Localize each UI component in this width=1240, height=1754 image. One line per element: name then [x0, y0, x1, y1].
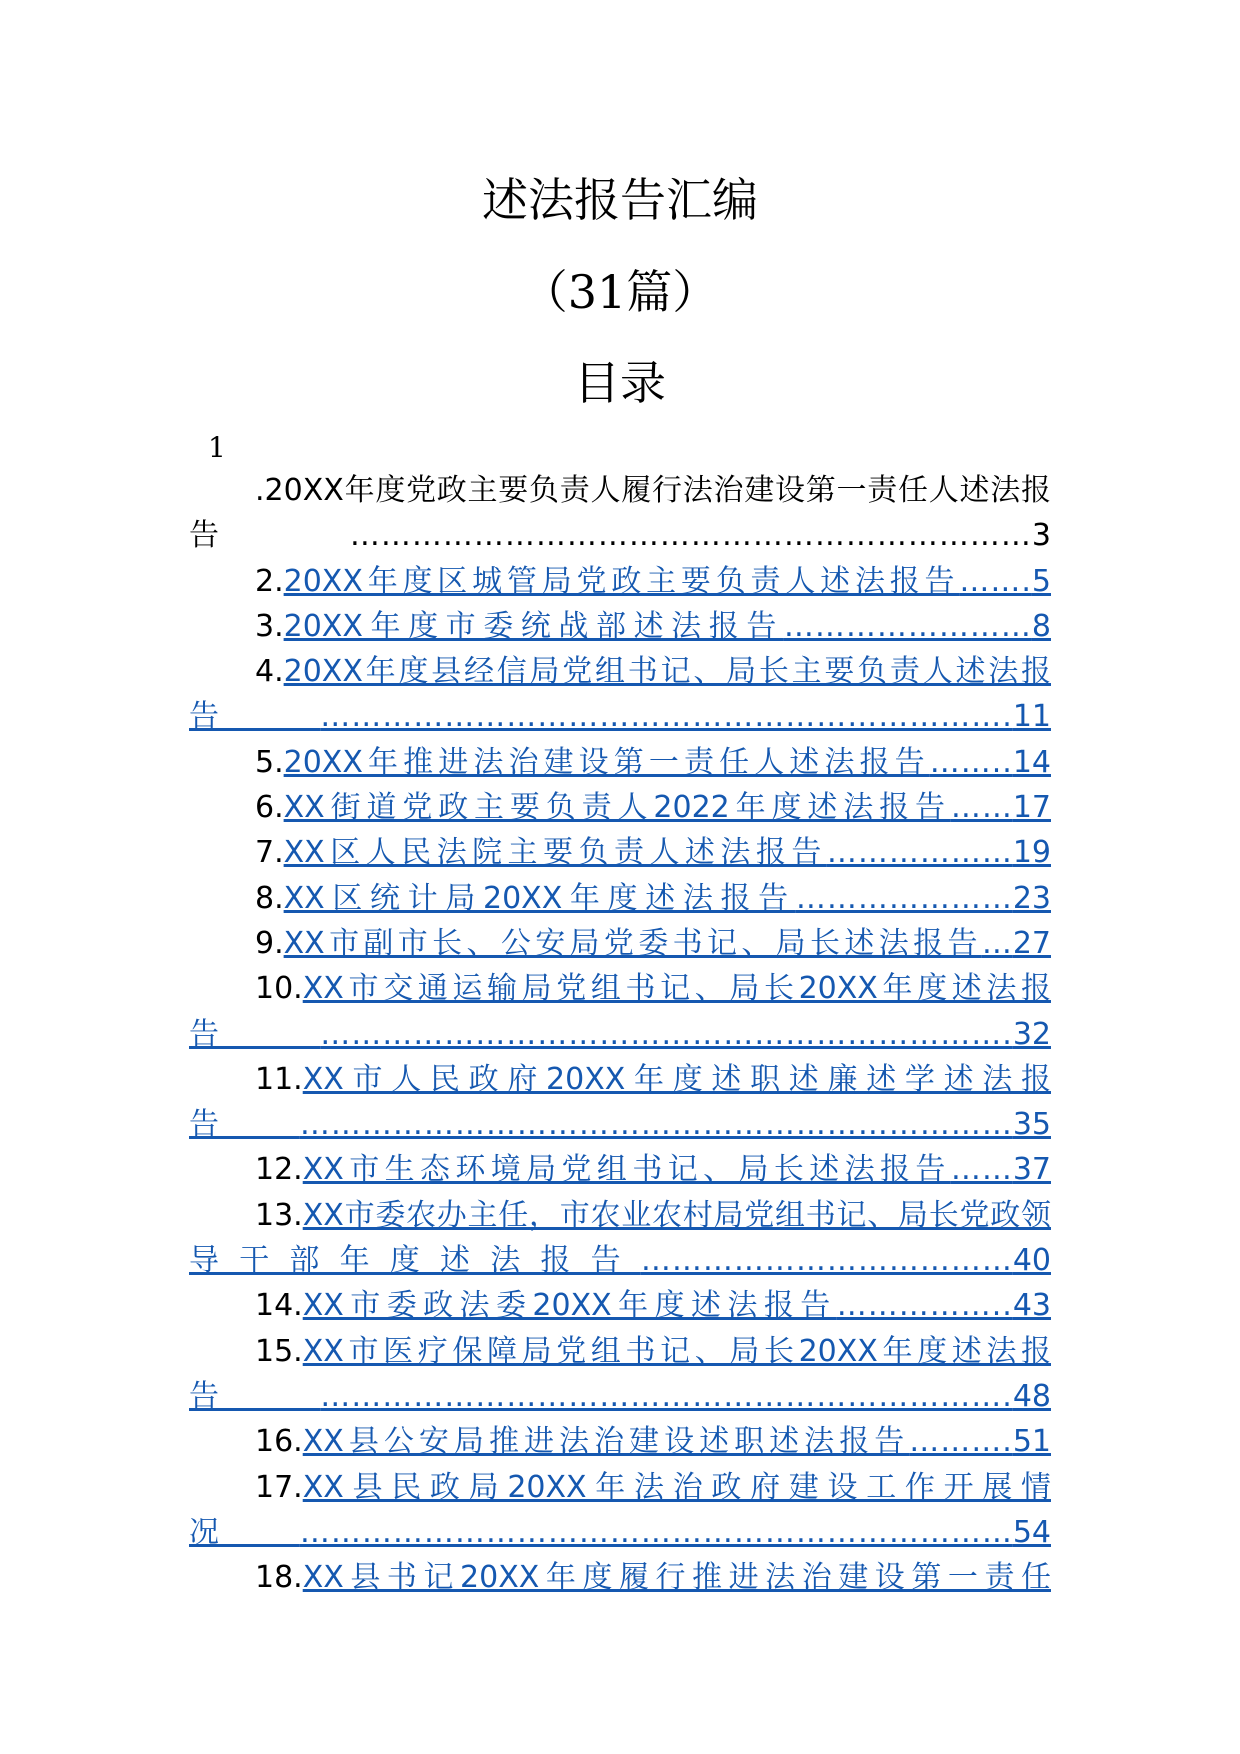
- toc-entry-page: 11: [1012, 699, 1051, 735]
- toc-entry-title: XX县书记20XX年度履行推进法治建设第一责任: [302, 1560, 1051, 1596]
- toc-entry-leader: ……: [950, 790, 1013, 826]
- toc-entry-page: 48: [1012, 1378, 1051, 1414]
- toc-entry-number: 15.: [255, 1333, 303, 1369]
- toc-entry-leader: ……………………………………………………………: [299, 1107, 1013, 1143]
- toc-entry-link[interactable]: [284, 745, 1051, 780]
- toc-entry-leader: ………………: [826, 835, 1013, 871]
- toc-entry-number: 6.: [255, 790, 284, 826]
- toc-entry[interactable]: [189, 604, 1051, 649]
- toc-entry-title: XX市医疗保障局党组书记、局长20XX年度述法报告: [189, 1333, 1051, 1414]
- toc-entry-link[interactable]: [189, 971, 1051, 1051]
- toc-entry[interactable]: [189, 1057, 1051, 1148]
- toc-entry-link[interactable]: [284, 926, 1051, 961]
- toc-entry[interactable]: [189, 1329, 1051, 1420]
- toc-entry-title: 20XX年推进法治建设第一责任人述法报告: [283, 744, 930, 780]
- toc-entry[interactable]: [189, 1147, 1051, 1192]
- toc-entry-link[interactable]: [303, 1288, 1051, 1323]
- toc-entry-number: 7.: [255, 835, 284, 871]
- toc-entry-number: 8.: [255, 880, 284, 916]
- toc-entry-page: 40: [1012, 1243, 1051, 1279]
- toc-entry-title: 20XX年度区城管局党政主要负责人述法报告: [283, 563, 960, 599]
- toc-entry-number: 5.: [255, 744, 284, 780]
- toc-entry-link[interactable]: [284, 564, 1051, 599]
- toc-entry-number: .: [255, 473, 265, 508]
- toc-entry-title: XX县民政局20XX年法治政府建设工作开展情况: [189, 1469, 1051, 1550]
- toc-entry[interactable]: [189, 740, 1051, 785]
- toc-entry-number: 4.: [255, 654, 284, 690]
- toc-entry-leader: ……….: [909, 1424, 1013, 1460]
- toc-entry[interactable]: [189, 1193, 1051, 1284]
- toc-entry-title: 20XX年度党政主要负责人履行法治建设第一责任人述法报告: [189, 473, 1051, 554]
- toc-entry-page: 19: [1012, 835, 1051, 871]
- toc-entry-page: 37: [1012, 1152, 1051, 1188]
- toc-entry-page: 5: [1031, 563, 1051, 599]
- toc-entry-leader: ……………………………………………………………: [299, 1514, 1013, 1550]
- toc-entry[interactable]: [189, 921, 1051, 966]
- toc-entry-page: 3: [1031, 518, 1051, 554]
- toc-entry-number: 11.: [255, 1061, 303, 1097]
- toc-entry-number: 9.: [255, 925, 284, 961]
- toc-entry-number: 18.: [255, 1560, 303, 1596]
- toc-entry-page: 23: [1012, 880, 1051, 916]
- toc-entry-leader: …………………………………………………………: [349, 518, 1032, 554]
- toc-entry-page: 54: [1012, 1514, 1051, 1550]
- toc-entry-page: 43: [1012, 1288, 1051, 1324]
- toc-entry-leader: …………………: [795, 880, 1013, 916]
- toc-entry-title: XX市委农办主任，市农业农村局党组书记、局长党政领导干部年度述法报告: [189, 1197, 1051, 1279]
- toc-entry-title: XX市人民政府20XX年度述职述廉述学述法报告: [189, 1061, 1051, 1143]
- toc-entry-leader: ……………………: [783, 608, 1032, 644]
- toc-entry-link[interactable]: [284, 835, 1051, 870]
- toc-entry-leader: ……..: [929, 744, 1013, 780]
- toc-entry-page: 35: [1012, 1107, 1051, 1143]
- toc-entry-link[interactable]: [284, 790, 1051, 825]
- toc-entry-link[interactable]: [189, 1062, 1051, 1142]
- toc-entry-number: 13.: [255, 1197, 303, 1233]
- document-subtitle: （31篇）: [521, 265, 719, 319]
- toc-entry-number: 10.: [255, 971, 303, 1007]
- toc-entry-leader: ………………………………………………………….: [320, 699, 1013, 735]
- toc-entry-link[interactable]: [303, 1560, 1051, 1595]
- toc-entry[interactable]: [189, 830, 1051, 875]
- toc-entry-number: 2.: [255, 563, 284, 599]
- toc-entry-page: 17: [1012, 790, 1051, 826]
- toc-entry-link[interactable]: [303, 1152, 1051, 1187]
- stray-number: 1: [208, 431, 226, 464]
- toc-entry[interactable]: [189, 1555, 1051, 1600]
- toc-entry-page: 32: [1012, 1016, 1051, 1052]
- toc-entry-leader: ………………………………: [640, 1243, 1013, 1279]
- toc-entry-page: 8: [1031, 608, 1051, 644]
- toc-entry[interactable]: [189, 649, 1051, 740]
- toc-entry-number: 14.: [255, 1288, 303, 1324]
- toc-entry-link[interactable]: [303, 1424, 1051, 1459]
- toc-entry-number: 3.: [255, 608, 284, 644]
- toc-entry-leader: …….: [959, 563, 1032, 599]
- toc-entry-link[interactable]: [189, 1334, 1051, 1414]
- toc-entry-title: 20XX年度市委统战部述法报告: [283, 608, 784, 644]
- toc-entry-title: XX街道党政主要负责人2022年度述法报告: [283, 790, 951, 826]
- toc-entry: [189, 468, 1051, 559]
- toc-entry[interactable]: [189, 1283, 1051, 1328]
- toc-entry-link[interactable]: [284, 609, 1051, 644]
- toc-entry-link[interactable]: [189, 654, 1051, 734]
- toc-entry[interactable]: [189, 1419, 1051, 1464]
- toc-entry[interactable]: [189, 1465, 1051, 1556]
- toc-entry-page: 14: [1012, 744, 1051, 780]
- toc-entry-title: XX市交通运输局党组书记、局长20XX年度述法报告: [189, 971, 1051, 1052]
- toc-entry-leader: ………………………………………………………….: [320, 1016, 1013, 1052]
- toc-entry-page: 51: [1012, 1424, 1051, 1460]
- toc-entry-link[interactable]: [284, 881, 1051, 916]
- toc-entry[interactable]: [189, 785, 1051, 830]
- toc-entry-title: XX区统计局20XX年度述法报告: [283, 880, 796, 916]
- toc-entry-number: 12.: [255, 1152, 303, 1188]
- toc-entry-link[interactable]: [189, 1198, 1051, 1278]
- toc-heading: 目录: [574, 356, 666, 410]
- document-title: 述法报告汇编: [482, 173, 758, 227]
- toc-entry-leader: …: [981, 925, 1013, 961]
- toc-entry-leader: ………………………………………………………….: [320, 1378, 1013, 1414]
- toc-entry[interactable]: [189, 966, 1051, 1057]
- toc-entry-title: XX市副市长、公安局党委书记、局长述法报告: [283, 925, 982, 961]
- toc-entry-leader: ……: [950, 1152, 1013, 1188]
- toc-entry-title: XX县公安局推进法治建设述职述法报告: [302, 1424, 910, 1460]
- toc-entry-link: [189, 473, 1051, 553]
- toc-entry-number: 17.: [255, 1469, 303, 1505]
- toc-entry-title: XX市委政法委20XX年度述法报告: [302, 1288, 837, 1324]
- toc-entry[interactable]: [189, 559, 1051, 604]
- toc-entry[interactable]: [189, 876, 1051, 921]
- toc-entry-page: 27: [1012, 925, 1051, 961]
- toc-entry-title: XX市生态环境局党组书记、局长述法报告: [302, 1152, 951, 1188]
- table-of-contents: [189, 468, 1051, 1600]
- toc-entry-number: 16.: [255, 1424, 303, 1460]
- toc-entry-leader: ……………..: [836, 1288, 1013, 1324]
- toc-entry-link[interactable]: [189, 1470, 1051, 1550]
- toc-entry-title: XX区人民法院主要负责人述法报告: [283, 835, 827, 871]
- toc-entry-title: 20XX年度县经信局党组书记、局长主要负责人述法报告: [189, 654, 1051, 735]
